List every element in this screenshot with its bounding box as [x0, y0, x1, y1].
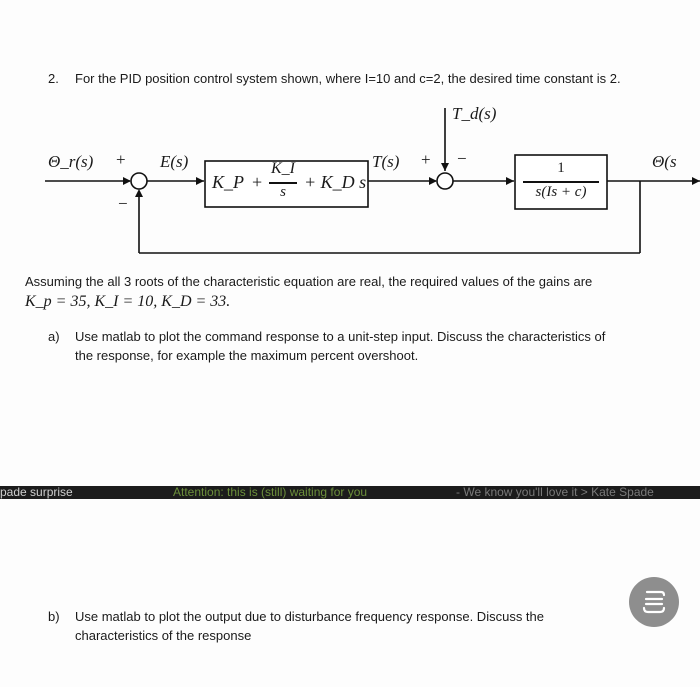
- plus-sign-1: +: [116, 150, 126, 169]
- plant-numerator: 1: [557, 160, 565, 176]
- controller-ki-numerator: K_I: [271, 160, 295, 177]
- controller-kp: K_P: [212, 172, 245, 192]
- disturbance-label: T_d(s): [452, 104, 497, 123]
- input-label: Θ_r(s): [48, 152, 94, 171]
- part-b-line-1: Use matlab to plot the output due to disturbance frequency response. Discuss the: [75, 609, 544, 624]
- part-b-line-2: characteristics of the response: [75, 628, 252, 643]
- torque-label: T(s): [372, 152, 400, 171]
- error-label: E(s): [160, 152, 189, 171]
- assumption-line-1: Assuming the all 3 roots of the characteristic equation are real, the required values of the gains are: [25, 274, 593, 289]
- banner-text-middle: Attention: this is (still) waiting for you: [173, 486, 368, 499]
- ad-banner[interactable]: [0, 486, 700, 499]
- controller-ki-denominator: s: [280, 184, 286, 200]
- banner-text-left: pade surprise: [0, 486, 73, 499]
- controller-plus: +: [252, 172, 263, 192]
- problem-statement: For the PID position control system shown, where I=10 and c=2, the desired time constant is 2.: [75, 71, 621, 86]
- problem-number: 2.: [48, 71, 59, 86]
- part-a-line-1: Use matlab to plot the command response to a unit-step input. Discuss the characteristics of: [75, 329, 606, 344]
- minus-sign-2: −: [457, 149, 467, 168]
- plus-sign-2: +: [421, 150, 431, 169]
- minus-sign-1: −: [118, 194, 128, 213]
- transcript-button[interactable]: [629, 577, 679, 627]
- part-a-line-2: the response, for example the maximum percent overshoot.: [75, 348, 419, 363]
- controller-kd: + K_D s: [304, 172, 367, 192]
- banner-text-right: - We know you'll love it > Kate Spade: [456, 486, 654, 499]
- plant-denominator: s(Is + c): [535, 184, 587, 200]
- transcript-icon: [629, 577, 679, 627]
- part-b-label: b): [48, 609, 60, 624]
- plant-fraction-bar: [523, 181, 599, 183]
- assumption-line-2: K_p = 35, K_I = 10, K_D = 33.: [25, 293, 231, 310]
- part-a-label: a): [48, 329, 60, 344]
- output-label: Θ(s: [652, 152, 677, 171]
